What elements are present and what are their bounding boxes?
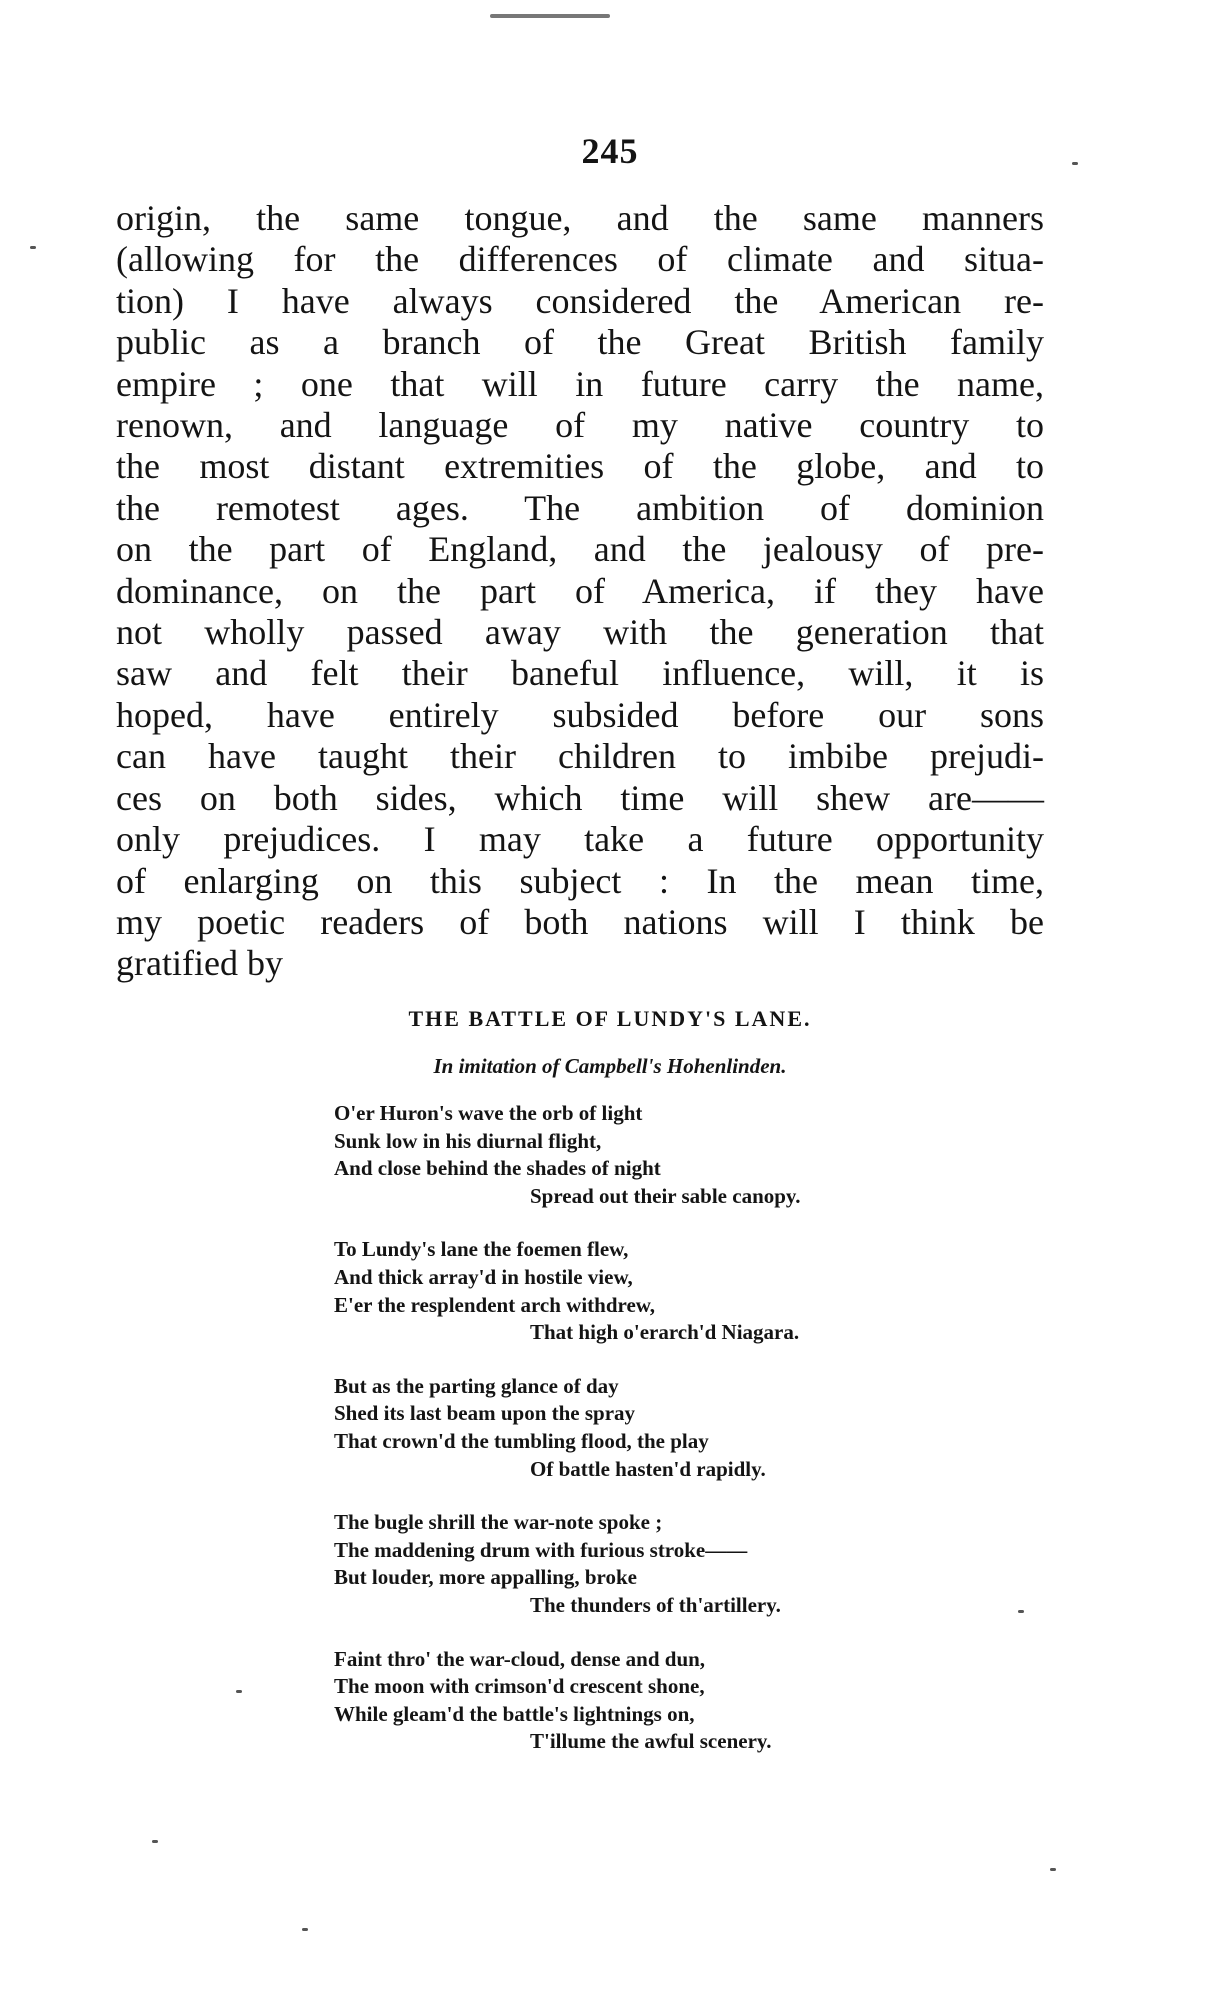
poem-stanza xyxy=(334,1100,974,1210)
print-speck xyxy=(152,1840,158,1843)
prose-line: renown, and language of my native country to xyxy=(116,405,1044,446)
verse-line: The maddening drum with furious stroke—— xyxy=(334,1537,748,1562)
poem-body xyxy=(334,1100,974,1782)
print-speck xyxy=(1018,1610,1024,1613)
prose-line: ces on both sides, which time will shew are—— xyxy=(116,777,1044,818)
verse-line-refrain: T'illume the awful scenery. xyxy=(530,1729,772,1754)
verse-line: E'er the resplendent arch withdrew, xyxy=(334,1292,656,1317)
verse-line: But as the parting glance of day xyxy=(334,1373,619,1398)
prose-line: origin, the same tongue, and the same manners xyxy=(116,198,1044,238)
poem-stanza xyxy=(334,1373,974,1483)
verse-line: The moon with crimson'd crescent shone, xyxy=(334,1674,705,1699)
verse-line-refrain: Spread out their sable canopy. xyxy=(530,1183,801,1208)
prose-line: empire ; one that will in future carry the name, xyxy=(116,363,1044,404)
verse-line: Faint thro' the war-cloud, dense and dun, xyxy=(334,1646,706,1671)
prose-line: hoped, have entirely subsided before our sons xyxy=(116,694,1044,735)
poem-stanza xyxy=(334,1236,974,1346)
verse-line: Sunk low in his diurnal flight, xyxy=(334,1128,602,1153)
poem-stanza xyxy=(334,1509,974,1619)
verse-line: That crown'd the tumbling flood, the play xyxy=(334,1428,709,1453)
prose-line: the most distant extremities of the globe, and to xyxy=(116,446,1044,487)
prose-line: only prejudices. I may take a future opportunity xyxy=(116,819,1044,860)
verse-line: But louder, more appalling, broke xyxy=(334,1565,638,1590)
verse-line: And thick array'd in hostile view, xyxy=(334,1264,633,1289)
verse-line-refrain: That high o'erarch'd Niagara. xyxy=(530,1320,800,1345)
prose-line: on the part of England, and the jealousy of pre- xyxy=(116,529,1044,570)
prose-line: my poetic readers of both nations will I think be xyxy=(116,901,1044,942)
prose-line: not wholly passed away with the generation that xyxy=(116,612,1044,653)
prose-line: dominance, on the part of America, if they have xyxy=(116,570,1044,611)
print-speck xyxy=(1050,1868,1056,1871)
print-speck xyxy=(236,1690,242,1693)
verse-line: The bugle shrill the war-note spoke ; xyxy=(334,1510,663,1535)
verse-line: And close behind the shades of night xyxy=(334,1156,661,1181)
prose-line: gratified by xyxy=(116,943,283,984)
verse-line-refrain: Of battle hasten'd rapidly. xyxy=(530,1456,766,1481)
print-speck xyxy=(1072,162,1078,165)
prose-paragraph xyxy=(116,198,1044,985)
print-speck xyxy=(302,1928,308,1931)
verse-line: To Lundy's lane the foemen flew, xyxy=(334,1237,629,1262)
print-speck xyxy=(30,246,36,249)
prose-line: tion) I have always considered the American re- xyxy=(116,280,1044,321)
poem-title: THE BATTLE OF LUNDY'S LANE. xyxy=(408,1006,812,1031)
verse-line: Shed its last beam upon the spray xyxy=(334,1401,636,1426)
prose-line: the remotest ages. The ambition of dominion xyxy=(116,487,1044,528)
prose-line: of enlarging on this subject : In the mean time, xyxy=(116,860,1044,901)
prose-line: can have taught their children to imbibe prejudi- xyxy=(116,736,1044,777)
verse-line-refrain: The thunders of th'artillery. xyxy=(530,1592,781,1617)
print-smudge xyxy=(490,14,610,18)
page-number: 245 xyxy=(581,131,639,171)
prose-line: (allowing for the differences of climate and situa- xyxy=(116,239,1044,280)
prose-line: saw and felt their baneful influence, will, it is xyxy=(116,653,1044,694)
verse-line: O'er Huron's wave the orb of light xyxy=(334,1101,643,1125)
prose-line: public as a branch of the Great British family xyxy=(116,322,1044,363)
poem-stanza xyxy=(334,1646,974,1756)
poem-subtitle: In imitation of Campbell's Hohenlinden. xyxy=(433,1054,787,1078)
verse-line: While gleam'd the battle's lightnings on, xyxy=(334,1701,695,1726)
